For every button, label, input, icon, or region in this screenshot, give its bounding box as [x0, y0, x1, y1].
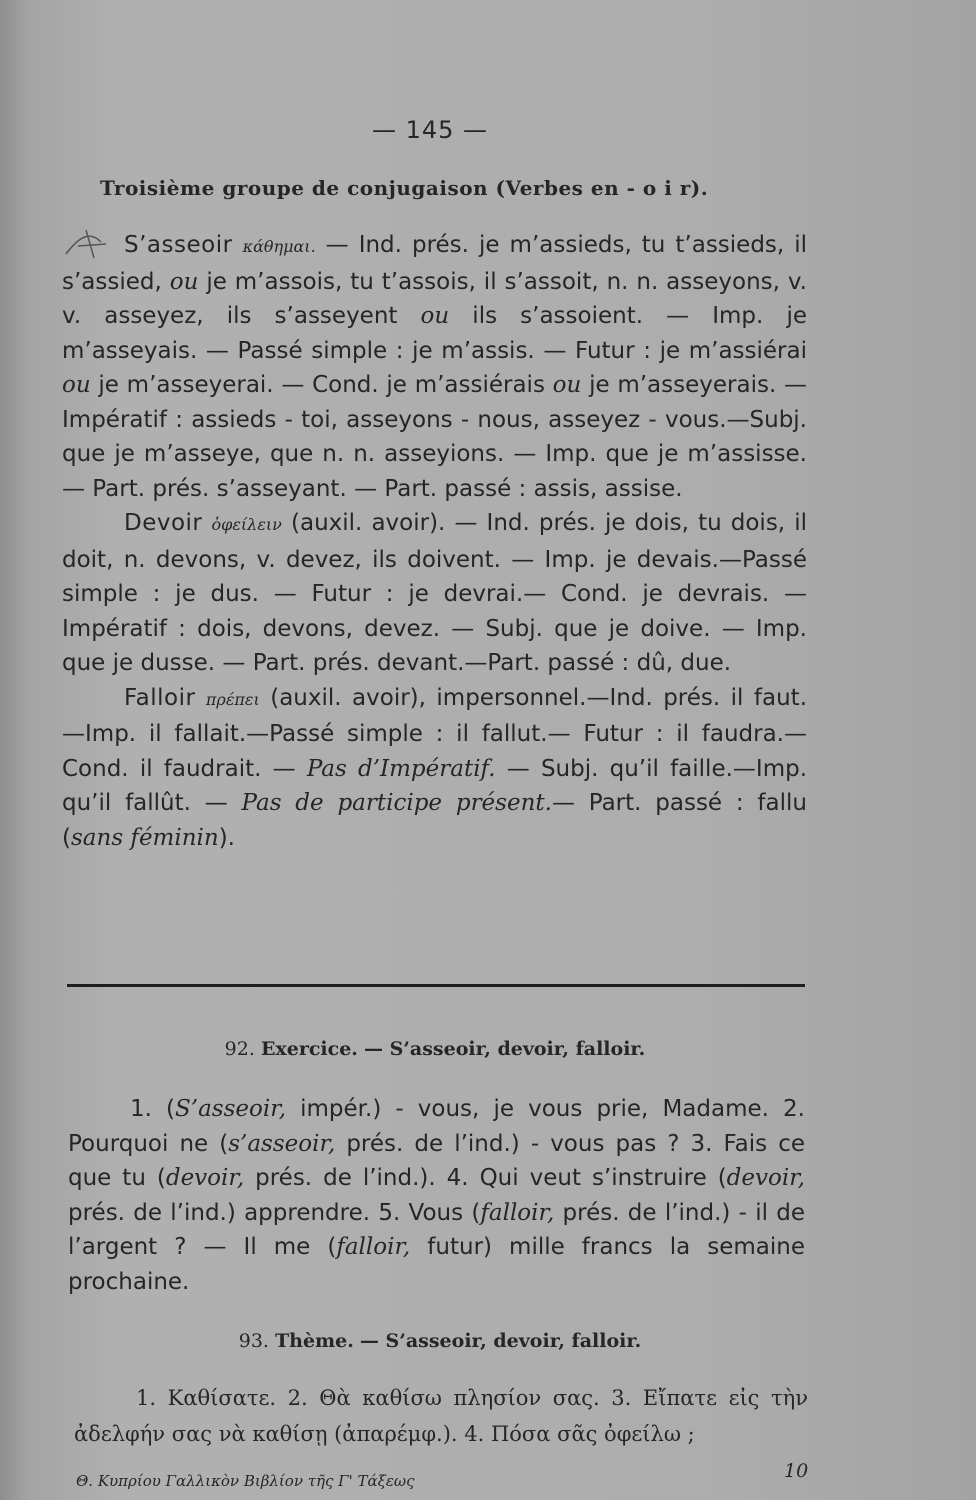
theme-title: — S’asseoir, devoir, falloir.: [359, 1330, 642, 1352]
entry-text: ).: [218, 824, 235, 851]
theme-label: Thème.: [275, 1330, 354, 1352]
entry-or: ou: [420, 303, 450, 329]
entry-text: (auxil. avoir), impersonnel.—Ind. prés. il faut.—Imp. il fallait.—Passé simple : il fallut.— Futur : il faudra.—Cond. il faudrait. —: [62, 684, 808, 782]
exercise-chunk: impér.) - vous, je vous prie, Madame. 2. Pourquoi ne (: [68, 1096, 805, 1157]
entry-greek: κάθημαι.: [242, 237, 316, 256]
signature-number: 10: [784, 1460, 809, 1482]
exercise-chunk: prés. de l’ind.) - vous pas ? 3. Fais ce que tu (: [68, 1130, 805, 1191]
entry-verb: Devoir: [124, 510, 203, 536]
exercise-title: — S’asseoir, devoir, falloir.: [363, 1038, 646, 1060]
entry-verb: S’asseoir: [124, 232, 233, 258]
entry-text: je m’assois, tu t’assois, il s’assoit, n. n. asseyons, v. v. asseyez, ils s’asseyent: [62, 268, 807, 329]
exercise-italic: S’asseoir,: [175, 1096, 287, 1122]
entry-greek: πρέπει: [205, 689, 260, 709]
entry-greek: ὀφείλειν: [211, 515, 282, 534]
entry-verb: Falloir: [124, 684, 196, 711]
entry-text: (auxil. avoir). — Ind. prés. je dois, tu dois, il doit, n. devons, v. devez, ils doivent. — Imp. je devais.—Passé simple : je dus. — Futur : je devrai.— Cond. je devrais. — Impératif : dois, devons, devez. — Subj. que je doive. — Imp. que je dusse. — Part. prés. devant.—Part. passé : dû, due.: [62, 510, 807, 676]
exercise-chunk: prés. de l’ind.) - il de l’argent ? — Il me (: [68, 1199, 805, 1260]
exercise-number: 92.: [224, 1038, 255, 1060]
exercise-italic: s’asseoir,: [228, 1130, 336, 1157]
entry-or: ou: [169, 268, 199, 295]
entry-or: ou: [552, 372, 582, 398]
exercise-italic: falloir,: [336, 1234, 411, 1260]
entry-text: je m’asseyerai. — Cond. je m’assiérais: [90, 372, 553, 398]
page-number: — 145 —: [371, 116, 489, 144]
theme-paragraph: 1. Καθίσατε. 2. Θὰ καθίσω πλησίον σας. 3. Εἴπατε εἰς τὴν ἀδελφήν σας νὰ καθίσῃ (ἀπαρέμφ.). 4. Πόσα σᾶς ὀφείλω ;: [74, 1386, 808, 1446]
exercise-chunk: futur) mille francs la semaine prochaine.: [68, 1234, 805, 1295]
entry-italic: Pas d’Impératif.: [306, 755, 496, 782]
conjugation-entries: [62, 228, 807, 855]
exercise-italic: devoir,: [165, 1165, 245, 1191]
footer-title: Θ. Κυπρίου Γαλλικὸν Βιβλίον τῆς Γ' Τάξεως: [76, 1472, 415, 1490]
divider-rule: [67, 984, 805, 987]
entry-sasseoir: [62, 228, 807, 506]
exercise-heading: [0, 1038, 870, 1060]
entry-text: — Subj. qu’il faille.—Imp. qu’il fallût. —: [62, 755, 808, 816]
exercise-italic: devoir,: [726, 1165, 805, 1191]
exercise-paragraph: [68, 1092, 805, 1299]
entry-text: ils s’assoient. — Imp. je m’asseyais. — Passé simple : je m’assis. — Futur : je m’assiérai: [62, 303, 807, 364]
theme-number: 93.: [238, 1330, 269, 1352]
entry-text: — Ind. prés. je m’assieds, tu t’assieds, il s’assied,: [62, 232, 808, 295]
section-heading: Troisième groupe de conjugaison (Verbes en - o i r).: [100, 176, 709, 200]
exercise-chunk: prés. de l’ind.) apprendre. 5. Vous (: [68, 1199, 481, 1226]
entry-falloir: [62, 681, 807, 856]
entry-devoir: [62, 506, 807, 681]
exercise-chunk: 1. (: [130, 1096, 176, 1122]
exercise-chunk: prés. de l’ind.). 4. Qui veut s’instruire (: [244, 1165, 727, 1191]
exercise-italic: falloir,: [480, 1199, 555, 1226]
theme-text: [74, 1380, 808, 1452]
exercise-label: Exercice.: [260, 1038, 358, 1060]
entry-or: ou: [62, 372, 91, 398]
entry-italic: sans féminin: [70, 824, 219, 851]
entry-text: — Part. passé : fallu (: [62, 790, 807, 851]
theme-heading: [0, 1330, 880, 1352]
entry-text: je m’asseyerais. — Impératif : assieds - toi, asseyons - nous, asseyez - vous.—Subj. que je m’asseye, que n. n. asseyions. — Imp. que je m’assisse. — Part. prés. s’asseyant. — Part. passé : assis, assise.: [62, 372, 807, 502]
entry-italic: Pas de participe présent.: [241, 790, 552, 816]
exercise-text: [68, 1092, 805, 1299]
